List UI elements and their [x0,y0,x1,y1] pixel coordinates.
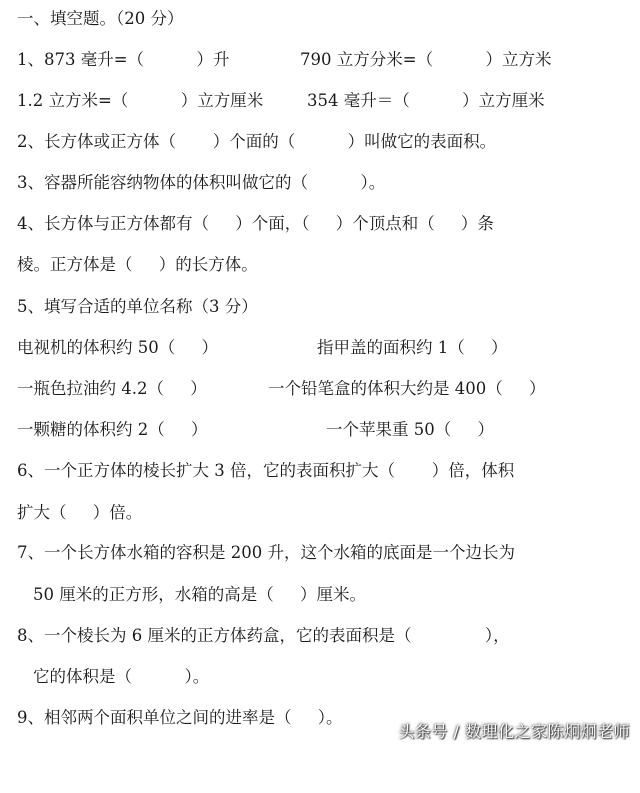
question-8-row-2 [0,662,640,692]
question-1-part-a: 1、873 毫升=（ ）升 [17,50,230,69]
question-5-row-2 [0,374,640,404]
question-8-row-1 [0,621,640,651]
question-6-row-1 [0,456,640,486]
question-5-item-candy: 一颗糖的体积约 2（ ） [17,420,208,439]
question-8-line-1: 8、一个棱长为 6 厘米的正方体药盒，它的表面积是（ ）， [17,626,510,645]
question-5-row-3 [0,415,640,445]
question-1b-part-a: 1.2 立方米=（ ）立方厘米 [17,91,264,110]
watermark: 头条号 / 数理化之家陈炯炯老师 [398,722,630,741]
question-4-row-1 [0,209,640,239]
question-7-line-2: 50 厘米的正方形，水箱的高是（ ）厘米。 [33,585,366,604]
question-5-item-nail: 指甲盖的面积约 1（ ） [317,338,508,357]
question-6-line-1: 6、一个正方体的棱长扩大 3 倍，它的表面积扩大（ ）倍，体积 [17,461,515,480]
question-7-row-1 [0,538,640,568]
question-9-text: 9、相邻两个面积单位之间的进率是（ ）。 [17,708,343,727]
question-8-line-2: 它的体积是（ ）。 [33,667,210,686]
question-5-item-oil: 一瓶色拉油约 4.2（ ） [17,379,207,398]
question-4-line-2: 棱。正方体是（ ）的长方体。 [17,255,258,274]
question-1b-row [0,86,640,116]
question-5-title: 5、填写合适的单位名称（3 分） [17,297,258,316]
question-1-part-b: 790 立方分米=（ ）立方米 [300,50,552,69]
question-6-row-2 [0,498,640,528]
question-5-item-pencil-box: 一个铅笔盒的体积大约是 400（ ） [268,379,546,398]
question-6-line-2: 扩大（ ）倍。 [17,503,143,522]
question-1-row [0,45,640,75]
question-3-text: 3、容器所能容纳物体的体积叫做它的（ ）。 [17,173,386,192]
question-2-row [0,127,640,157]
question-4-line-1: 4、长方体与正方体都有（ ）个面，（ ）个顶点和（ ）条 [17,214,494,233]
question-2-text: 2、长方体或正方体（ ）个面的（ ）叫做它的表面积。 [17,132,497,151]
question-4-row-2 [0,250,640,280]
section-title: 一、填空题。（20 分） [17,9,184,28]
question-7-line-1: 7、一个长方体水箱的容积是 200 升，这个水箱的底面是一个边长为 [17,543,515,562]
question-5-item-tv: 电视机的体积约 50（ ） [17,338,218,357]
question-7-row-2 [0,580,640,610]
question-5-title-row [0,292,640,322]
question-5-row-1 [0,333,640,363]
section-title-row [0,4,640,34]
question-3-row [0,168,640,198]
question-1b-part-b: 354 毫升＝（ ）立方厘米 [307,91,545,110]
question-5-item-apple: 一个苹果重 50（ ） [326,420,494,439]
